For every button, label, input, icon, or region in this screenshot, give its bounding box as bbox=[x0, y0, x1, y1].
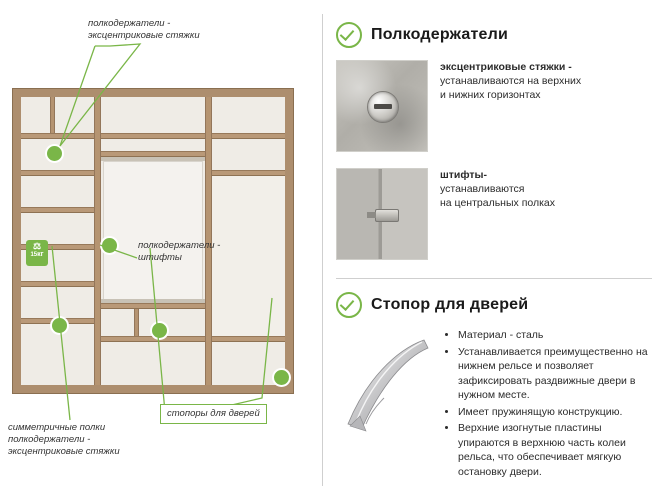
check-circle-icon bbox=[336, 22, 362, 48]
badge-unit: кг bbox=[37, 251, 44, 258]
check-circle-icon bbox=[336, 292, 362, 318]
callout-bottom-left-line1: симметричные полки bbox=[8, 422, 106, 433]
callout-dot-bottom-mid bbox=[152, 323, 167, 338]
shelf-load-badge bbox=[26, 240, 48, 266]
section-divider bbox=[336, 278, 652, 279]
section-header bbox=[336, 22, 652, 48]
stopper-bullet-list bbox=[444, 328, 652, 481]
wardrobe-shelf bbox=[21, 133, 94, 139]
callout-bottom-left-label bbox=[8, 422, 158, 458]
shelf-pin-icon bbox=[375, 209, 399, 222]
section-shelf-holders bbox=[336, 22, 652, 260]
callout-dot-bottom-right bbox=[274, 370, 289, 385]
wardrobe-shelf bbox=[101, 133, 205, 139]
callout-bottom-left-line2: полкодержатели - bbox=[8, 434, 91, 445]
callout-middle-line2: штифты bbox=[138, 252, 182, 263]
callout-dot-bottom-left bbox=[52, 318, 67, 333]
callout-top-label bbox=[88, 18, 208, 42]
item-line2: и нижних горизонтах bbox=[440, 89, 541, 101]
item-line1: устанавливаются на верхних bbox=[440, 75, 582, 87]
callout-dot-top-left bbox=[47, 146, 62, 161]
wardrobe-vertical-divider-mid bbox=[134, 309, 139, 336]
list-item: • Материал - сталь bbox=[458, 328, 652, 343]
item-title: штифты- bbox=[440, 169, 488, 181]
shelf-pin-photo bbox=[336, 168, 428, 260]
callout-dot-middle bbox=[102, 238, 117, 253]
item-title: эксцентриковые стяжки - bbox=[440, 61, 572, 73]
callout-middle-line1: полкодержатели - bbox=[138, 240, 221, 251]
callout-middle-label bbox=[138, 240, 258, 264]
list-item: • Верхние изогнутые пластины упираются в верхнюю часть колеи рельса, что обеспечивает мягкую остановку двери. bbox=[458, 421, 652, 479]
badge-weight-icon: ⚖ bbox=[32, 241, 42, 251]
wardrobe-shelf bbox=[21, 170, 94, 176]
wardrobe-vertical-divider-left bbox=[94, 97, 101, 385]
wardrobe-shelf bbox=[101, 303, 205, 309]
callout-top-line2: эксцентриковые стяжки bbox=[88, 30, 200, 41]
list-item-text bbox=[440, 60, 581, 102]
wardrobe-shelf bbox=[212, 336, 285, 342]
item-line1: устанавливаются bbox=[440, 183, 525, 195]
list-item: • Устанавливается преимущественно на нижнем рельсе и позволяет зафиксировать раздвижные двери в нужном месте. bbox=[458, 345, 652, 403]
list-item bbox=[336, 60, 652, 152]
list-item: • Имеет пружинящую конструкцию. bbox=[458, 405, 652, 420]
section-title: Стопор для дверей bbox=[371, 296, 529, 313]
wardrobe-shelf bbox=[21, 281, 94, 287]
wardrobe-shelf bbox=[212, 133, 285, 139]
wardrobe-diagram-panel bbox=[0, 0, 322, 500]
wardrobe-shelf bbox=[101, 336, 205, 342]
section-title: Полкодержатели bbox=[371, 26, 508, 43]
door-stopper-illustration bbox=[336, 328, 436, 436]
vertical-divider bbox=[322, 14, 323, 486]
cam-lock-icon bbox=[367, 91, 399, 123]
callout-door-stoppers-box bbox=[160, 404, 267, 424]
item-line2: на центральных полках bbox=[440, 197, 556, 209]
door-stopper-icon bbox=[336, 328, 436, 436]
cam-lock-photo bbox=[336, 60, 428, 152]
wardrobe-vertical-divider-inner bbox=[50, 97, 55, 133]
callout-bottom-left-line3: эксцентриковые стяжки bbox=[8, 446, 120, 457]
sliding-door-left bbox=[103, 161, 203, 301]
stopper-content bbox=[336, 328, 652, 481]
callout-door-stoppers-label: стопоры для дверей bbox=[167, 408, 260, 419]
list-item-text bbox=[440, 168, 555, 210]
door-rail-bottom bbox=[101, 299, 205, 303]
list-item bbox=[336, 168, 652, 260]
wardrobe-shelf bbox=[21, 207, 94, 213]
door-rail-top bbox=[101, 157, 205, 161]
callout-top-line1: полкодержатели - bbox=[88, 18, 171, 29]
badge-value: 15 bbox=[30, 252, 38, 258]
section-header bbox=[336, 292, 652, 318]
section-door-stopper bbox=[336, 292, 652, 481]
info-panel bbox=[336, 0, 652, 500]
